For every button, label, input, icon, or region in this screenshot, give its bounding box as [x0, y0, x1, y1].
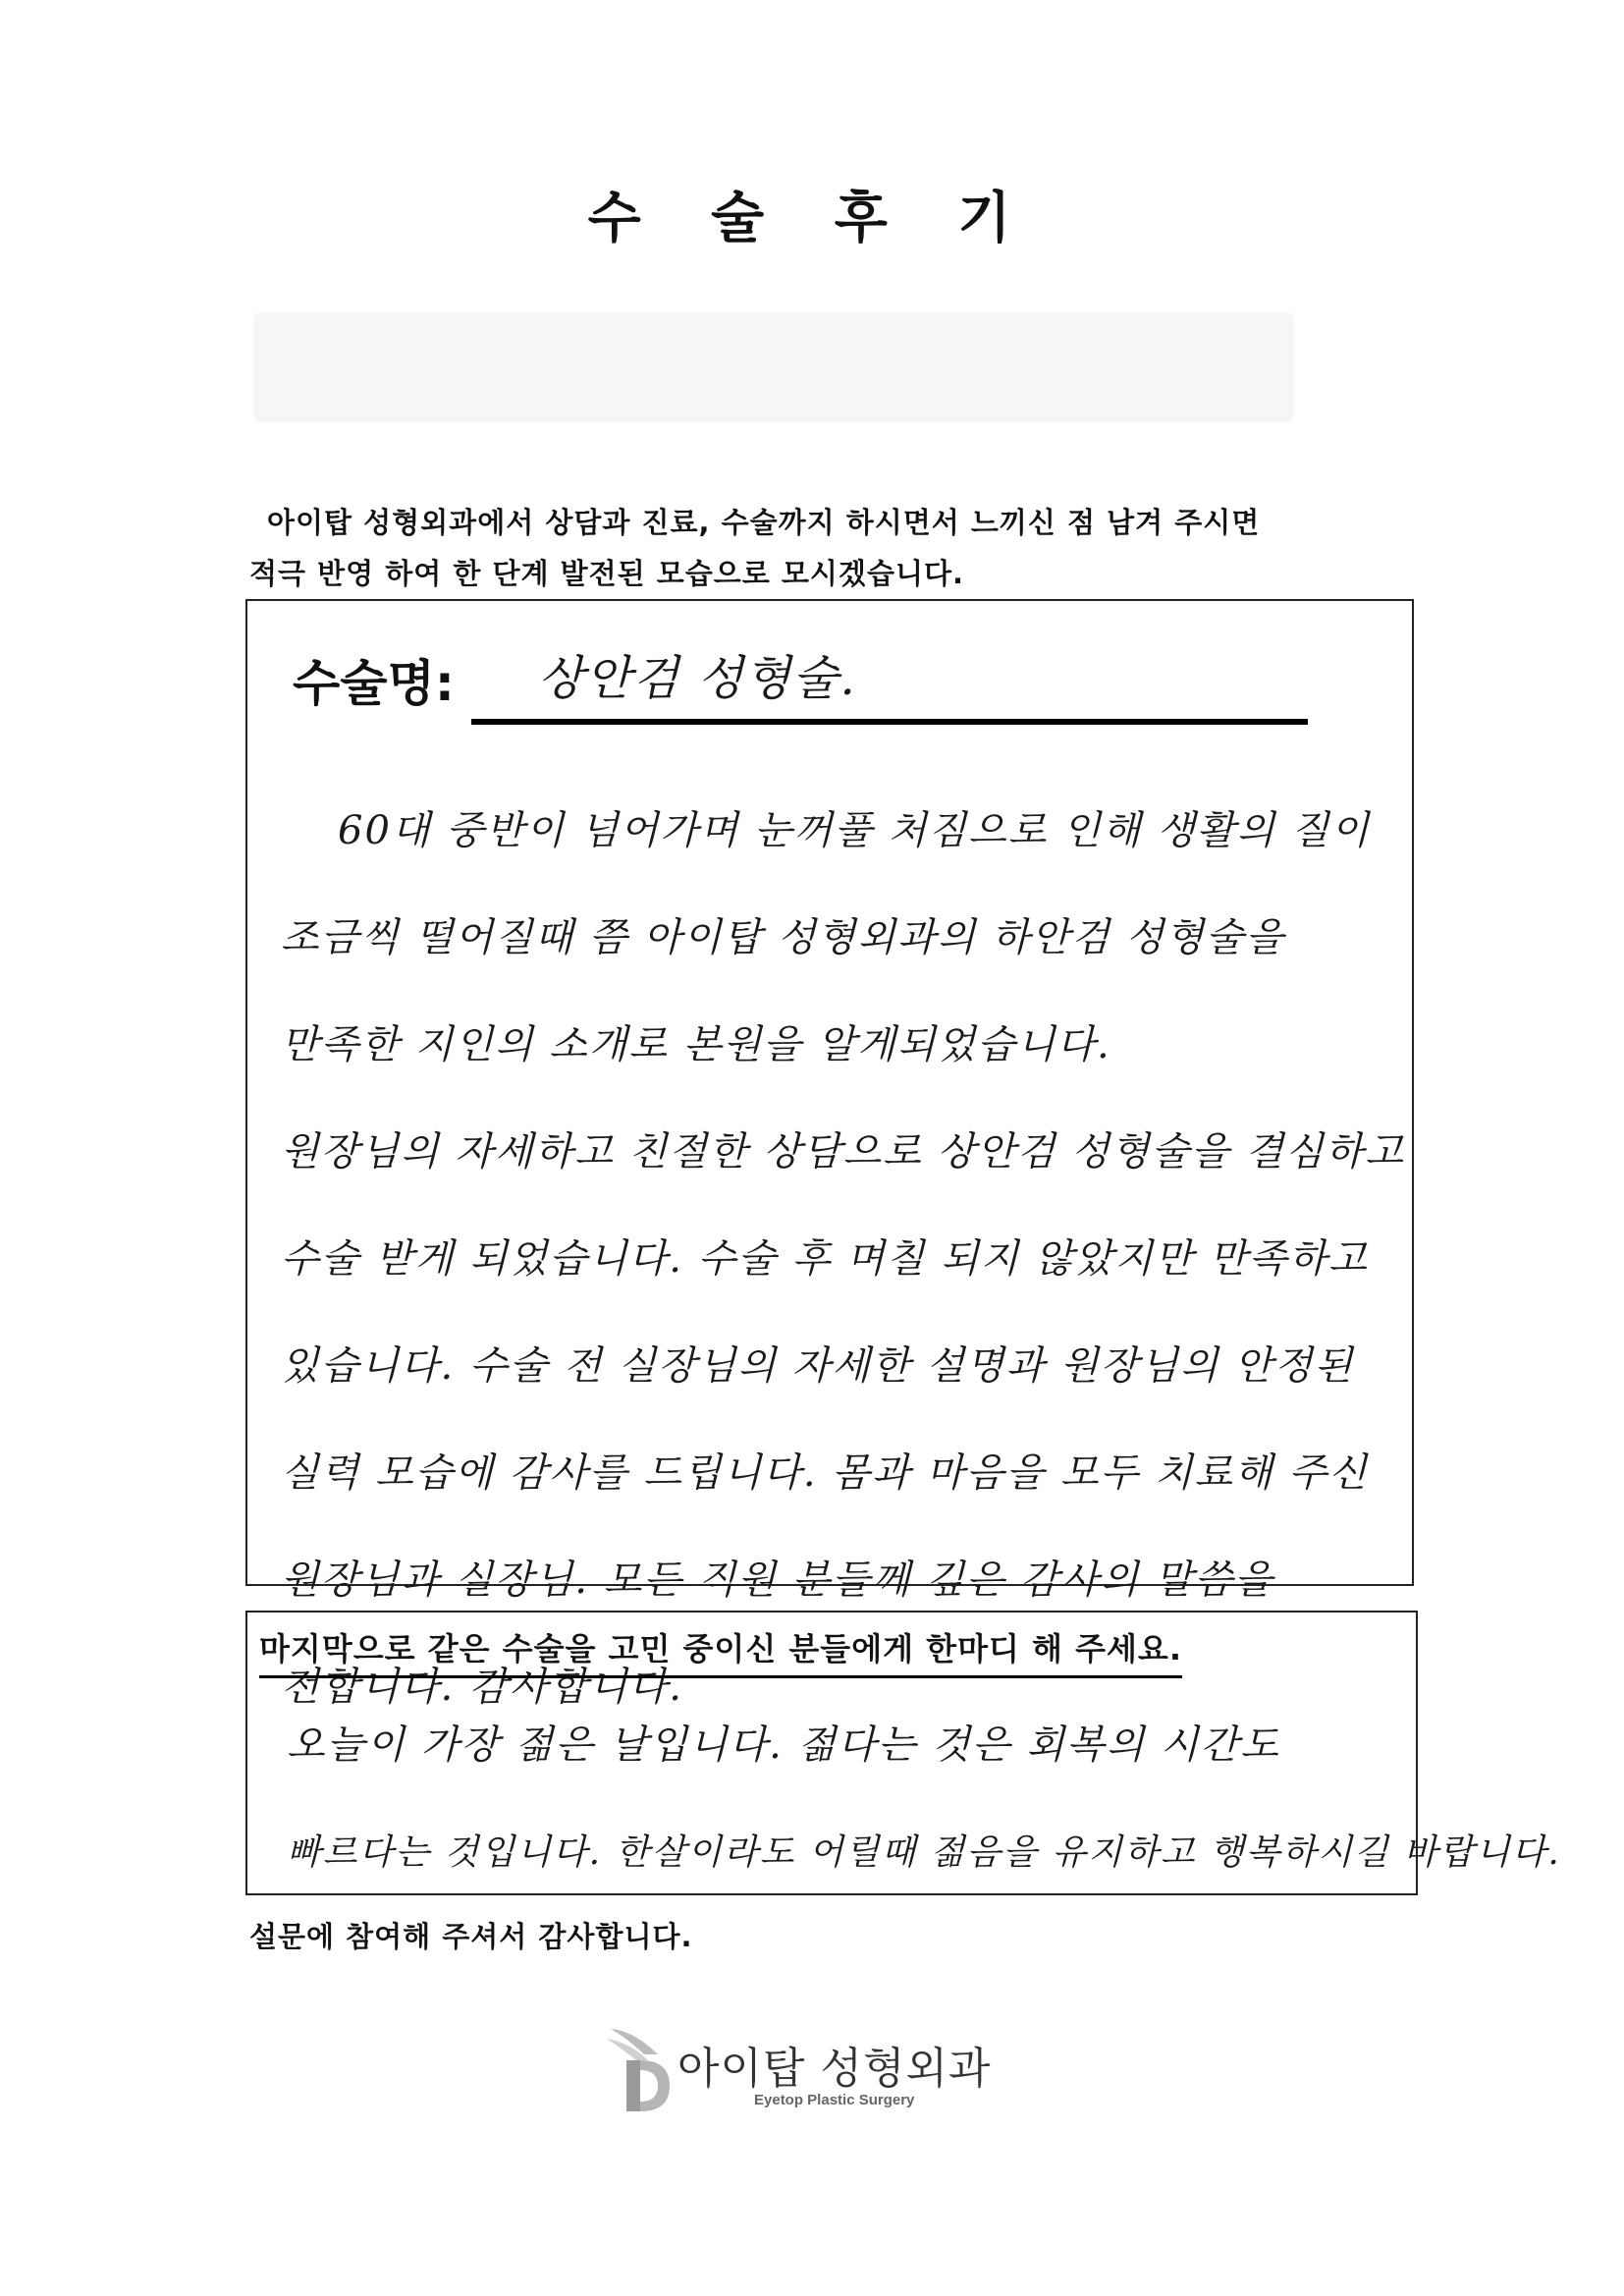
review-line: 있습니다. 수술 전 실장님의 자세한 설명과 원장님의 안정된 [281, 1343, 1355, 1389]
closing-line: 빠르다는 것입니다. 한살이라도 어릴때 젊음을 유지하고 행복하시길 바랍니다. [287, 1832, 1561, 1873]
closing-prompt: 마지막으로 같은 수술을 고민 중이신 분들에게 한마디 해 주세요. [259, 1624, 1182, 1678]
page-title: 수 술 후 기 [587, 187, 1037, 250]
closing-box [245, 1611, 1561, 1895]
review-line: 전합니다. 감사합니다. [281, 1665, 683, 1710]
surgery-name-label: 수술명: [293, 655, 455, 712]
review-line: 수술 받게 되었습니다. 수술 후 며칠 되지 않았지만 만족하고 [281, 1236, 1369, 1282]
clinic-english-name: Eyetop Plastic Surgery [754, 2092, 915, 2108]
clinic-logo [601, 2021, 1033, 2119]
closing-line: 오늘이 가장 젊은 날입니다. 젊다는 것은 회복의 시간도 [287, 1722, 1280, 1768]
review-line: 원장님의 자세하고 친절한 상담으로 상안검 성형술을 결심하고 [281, 1129, 1405, 1175]
surgery-name-value: 상안검 성형술. [538, 651, 857, 706]
review-line: 60대 중반이 넘어가며 눈꺼풀 처짐으로 인해 생활의 질이 [338, 808, 1371, 853]
review-line: 만족한 지인의 소개로 본원을 알게되었습니다. [281, 1022, 1111, 1067]
closing-text [287, 1691, 1561, 1907]
review-line: 실력 모습에 감사를 드립니다. 몸과 마음을 모두 치료해 주신 [281, 1450, 1369, 1496]
intro-text [249, 497, 1408, 599]
review-line: 조금씩 떨어질때 쯤 아이탑 성형외과의 하안검 성형술을 [281, 915, 1286, 960]
thanks-text: 설문에 참여해 주셔서 감사합니다. [249, 1920, 693, 1953]
intro-line: 아이탑 성형외과에서 상담과 진료, 수술까지 하시면서 느끼신 점 남겨 주시면 [267, 506, 1261, 539]
intro-line: 적극 반영 하여 한 단계 발전된 모습으로 모시겠습니다. [249, 557, 964, 590]
surgery-name-underline [471, 719, 1308, 725]
redacted-area [253, 312, 1294, 422]
eyetop-logo-icon [601, 2021, 672, 2115]
clinic-name: 아이탑 성형외과 [677, 2044, 992, 2094]
review-line: 원장님과 실장님. 모든 직원 분들께 깊은 감사의 말씀을 [281, 1558, 1274, 1603]
review-text [281, 778, 1405, 1741]
